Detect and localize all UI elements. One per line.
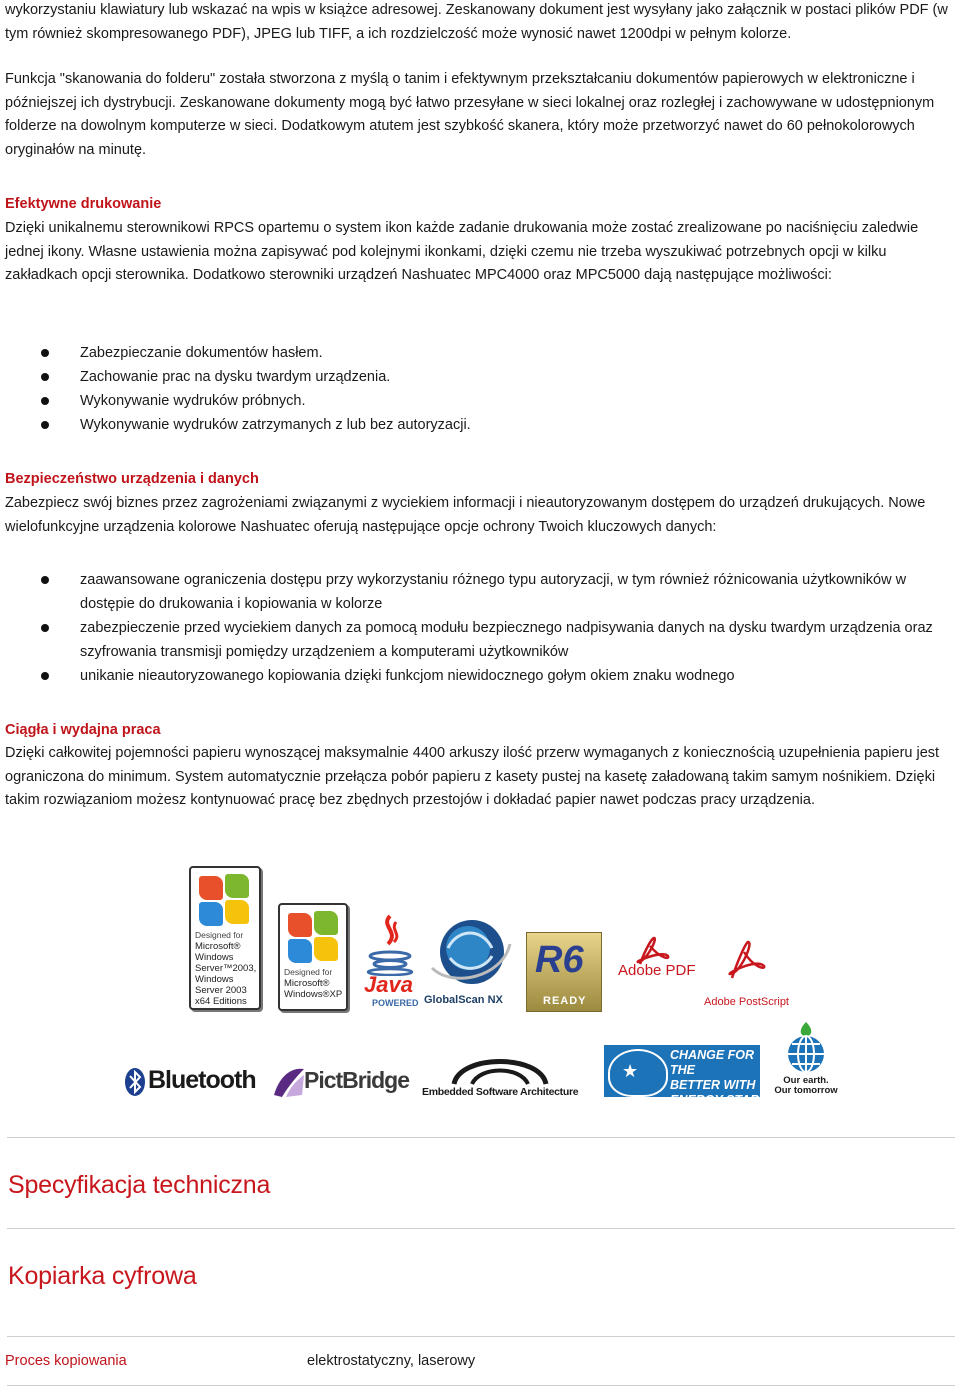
section-divider — [7, 1336, 955, 1337]
energy-star-logo: ★ CHANGE FOR THE BETTER WITH ENERGY STAR — [604, 1045, 760, 1097]
intro-paragraph: wykorzystaniu klawiatury lub wskazać na wpis w książce adresowej. Zeskanowany dokument jest wysyłany jako załącznik w postaci plików PDF (w tym również skompresowanego PDF), JPEG lub TIFF, a ich rozdzielczość może wynosić nawet 1200dpi w pełnym kolorze. — [5, 2, 948, 42]
earth-globe-icon — [778, 1020, 834, 1074]
globe-icon — [422, 918, 514, 990]
adobe-postscript-logo: Adobe PostScript — [704, 938, 784, 1016]
globalscan-nx-logo: GlobalScan NX — [422, 918, 514, 1010]
r6-ready-logo: R6 READY — [526, 932, 602, 1012]
adobe-postscript-icon — [724, 938, 768, 982]
continuous-work-paragraph: Dzięki całkowitej pojemności papieru wynoszącej maksymalnie 4400 arkuszy ilość przerw wymaganych z koniecznością uzupełnienia papieru jest ograniczona do minimum. System automatycznie przełącza pobór papieru z kasety pustej na kasetę załadowaną takim samym nośnikiem. Dzięki takim rozwiązaniom możesz kontynuować pracę bez zbędnych przestojów i dokładać papier nawet podczas pracy urządzenia. — [5, 745, 940, 809]
bluetooth-icon — [124, 1067, 146, 1097]
windows-flag-icon — [197, 872, 253, 928]
security-heading: Bezpieczeństwo urządzenia i danych — [5, 471, 259, 487]
our-earth-logo: Our earth. Our tomorrow — [774, 1020, 838, 1100]
list-item: Zabezpieczanie dokumentów hasłem. — [5, 341, 950, 365]
section-divider — [7, 1228, 955, 1229]
section-divider — [7, 1385, 955, 1386]
continuous-work-heading: Ciągła i wydajna praca — [5, 722, 161, 738]
esa-arch-icon — [450, 1050, 550, 1086]
windows-xp-logo: Designed for Microsoft® Windows®XP — [278, 903, 348, 1011]
java-powered-logo: Java POWERED — [362, 912, 418, 1012]
bluetooth-logo: Bluetooth — [124, 1065, 246, 1099]
adobe-pdf-logo: Adobe PDF — [618, 936, 692, 996]
list-item: zabezpieczenie przed wyciekiem danych za pomocą modułu bezpiecznego nadpisywania danych na dysku twardym urządzenia oraz szyfrowania transmisji pomiędzy urządzeniem a komputerami użytkowników — [5, 616, 950, 664]
pictbridge-logo: PictBridge — [272, 1063, 398, 1101]
list-item: Wykonywanie wydruków próbnych. — [5, 389, 950, 413]
printing-paragraph: Dzięki unikalnemu sterownikowi RPCS opartemu o system ikon każde zadanie drukowania może zostać zrealizowane po naciśnięciu zaledwie jednej ikony. Własne ustawienia można zapisywać pod kolejnymi ikonkami, dzięki czemu nie trzeba wyszukiwać potrzebnych opcji w kilku zakładkach opcji sterownika. Dodatkowo sterowniki urządzeń Nashuatec MPC4000 oraz MPC5000 dają następujące możliwości: — [5, 220, 919, 284]
section-divider — [7, 1137, 955, 1138]
spec-title: Specyfikacja techniczna — [8, 1171, 271, 1199]
java-cup-icon — [362, 912, 418, 976]
embedded-software-architecture-logo: Embedded Software Architecture — [422, 1050, 578, 1102]
list-item: zaawansowane ograniczenia dostępu przy wykorzystaniu różnego typu autoryzacji, w tym również różnicowania użytkowników w dostępie do drukowania i kopiowania w kolorze — [5, 568, 950, 616]
energy-star-icon: ★ — [608, 1049, 668, 1097]
printing-heading: Efektywne drukowanie — [5, 196, 162, 212]
list-item: unikanie nieautoryzowanego kopiowania dzięki funkcjom niewidocznego gołym okiem znaku wodnego — [5, 664, 950, 688]
windows-server-logo: Designed for Microsoft® Windows Server™2003, Windows Server 2003 x64 Editions — [189, 866, 261, 1010]
spec-row-label: Proces kopiowania — [5, 1353, 127, 1369]
pictbridge-icon — [272, 1065, 306, 1099]
windows-flag-icon — [286, 909, 342, 965]
list-item: Wykonywanie wydruków zatrzymanych z lub bez autoryzacji. — [5, 413, 950, 437]
list-item: Zachowanie prac na dysku twardym urządzenia. — [5, 365, 950, 389]
copier-title: Kopiarka cyfrowa — [8, 1262, 197, 1290]
spec-row-value: elektrostatyczny, laserowy — [307, 1353, 476, 1369]
security-paragraph: Zabezpiecz swój biznes przez zagrożeniami związanymi z wyciekiem informacji i nieautoryzowanym dostępem do urządzeń drukujących. Nowe wielofunkcyjne urządzenia kolorowe Nashuatec oferują następujące opcje ochrony Twoich kluczowych danych: — [5, 495, 926, 535]
scan-to-folder-paragraph: Funkcja "skanowania do folderu" została stworzona z myślą o tanim i efektywnym przekształcaniu dokumentów papierowych w elektroniczne i późniejszej ich dystrybucji. Zeskanowane dokumenty mogą być łatwo przesyłane w sieci lokalnej oraz rozległej i zachowywane w udostępnionym folderze na dowolnym komputerze w sieci. Dodatkowym atutem jest szybkość skanera, który może przetworzyć nawet do 60 pełnokolorowych oryginałów na minutę. — [5, 71, 935, 158]
